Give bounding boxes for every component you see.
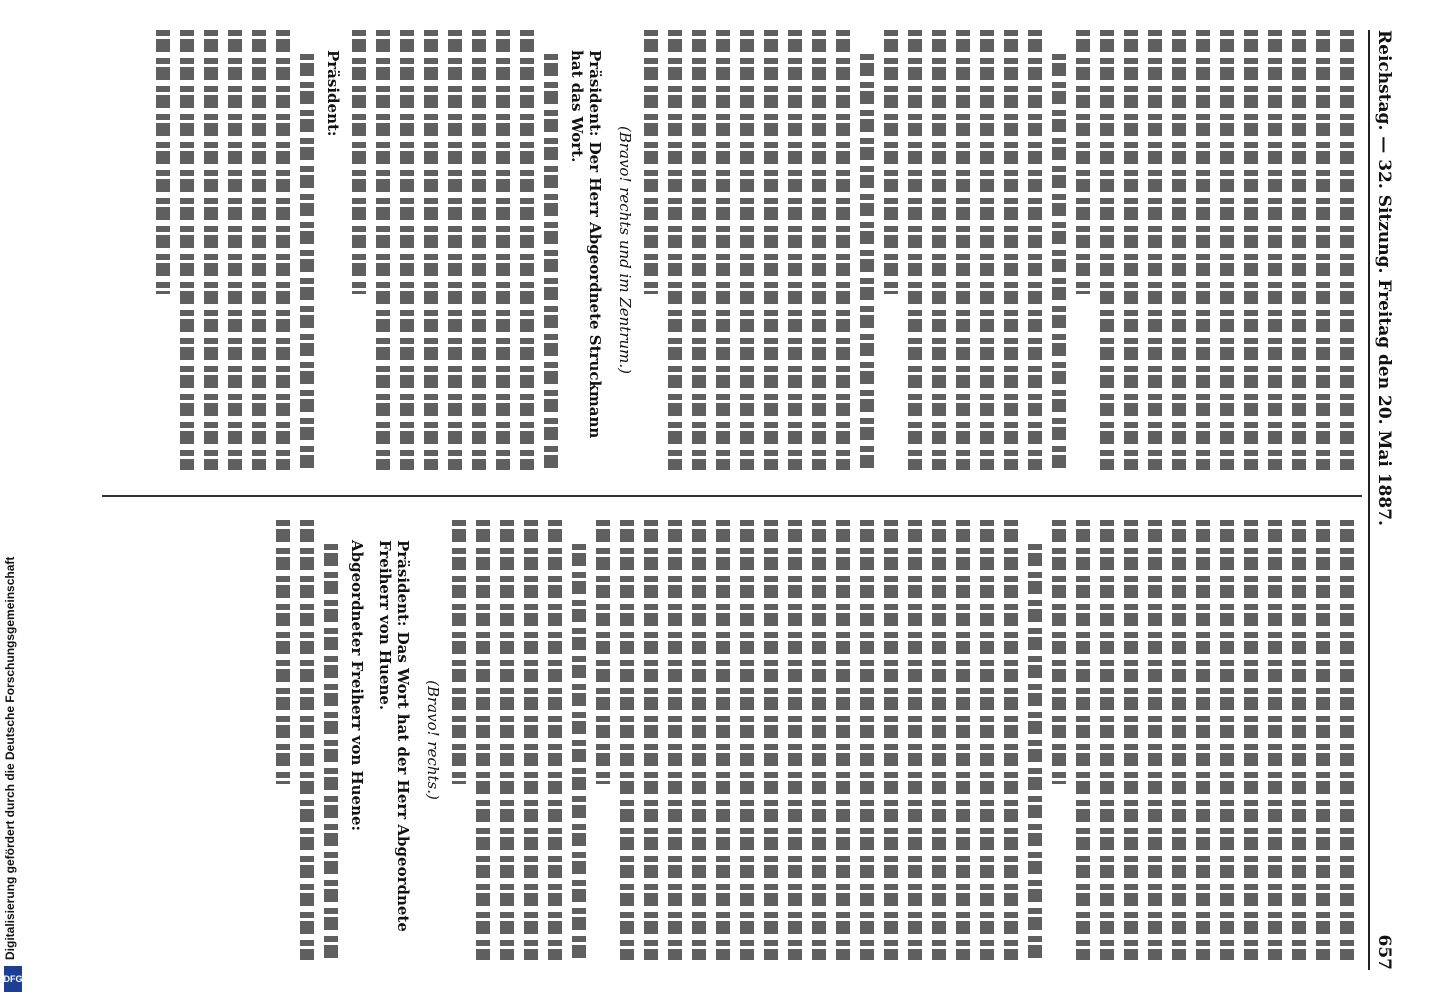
- left-column: [104, 30, 1354, 470]
- page-header: [1374, 30, 1412, 970]
- speaker-line: Präsident: Das Wort hat der Herr Abgeordnete Freiherr von Huene.: [376, 540, 412, 932]
- stage-direction: (Bravo! rechts und im Zentrum.): [616, 125, 634, 375]
- stage-direction: (Bravo! rechts.): [424, 680, 442, 800]
- right-column: [104, 520, 1354, 960]
- speaker-line: Präsident:: [324, 50, 342, 137]
- dfg-credit: Digitalisierung gefördert durch die Deutsche Forschungsgemeinschaft: [3, 556, 17, 960]
- speaker-line: Abgeordneter Freiherr von Huene:: [348, 540, 366, 832]
- page-title: Reichstag. — 32. Sitzung. Freitag den 20. Mai 1887.: [1374, 30, 1394, 526]
- header-rule: [1368, 30, 1370, 970]
- speaker-line: Präsident: Der Herr Abgeordnete Struckmann hat das Wort.: [568, 50, 604, 439]
- page-number: 657: [1374, 934, 1394, 970]
- column-divider: [102, 495, 1362, 497]
- dfg-logo-icon: DFG: [4, 966, 22, 992]
